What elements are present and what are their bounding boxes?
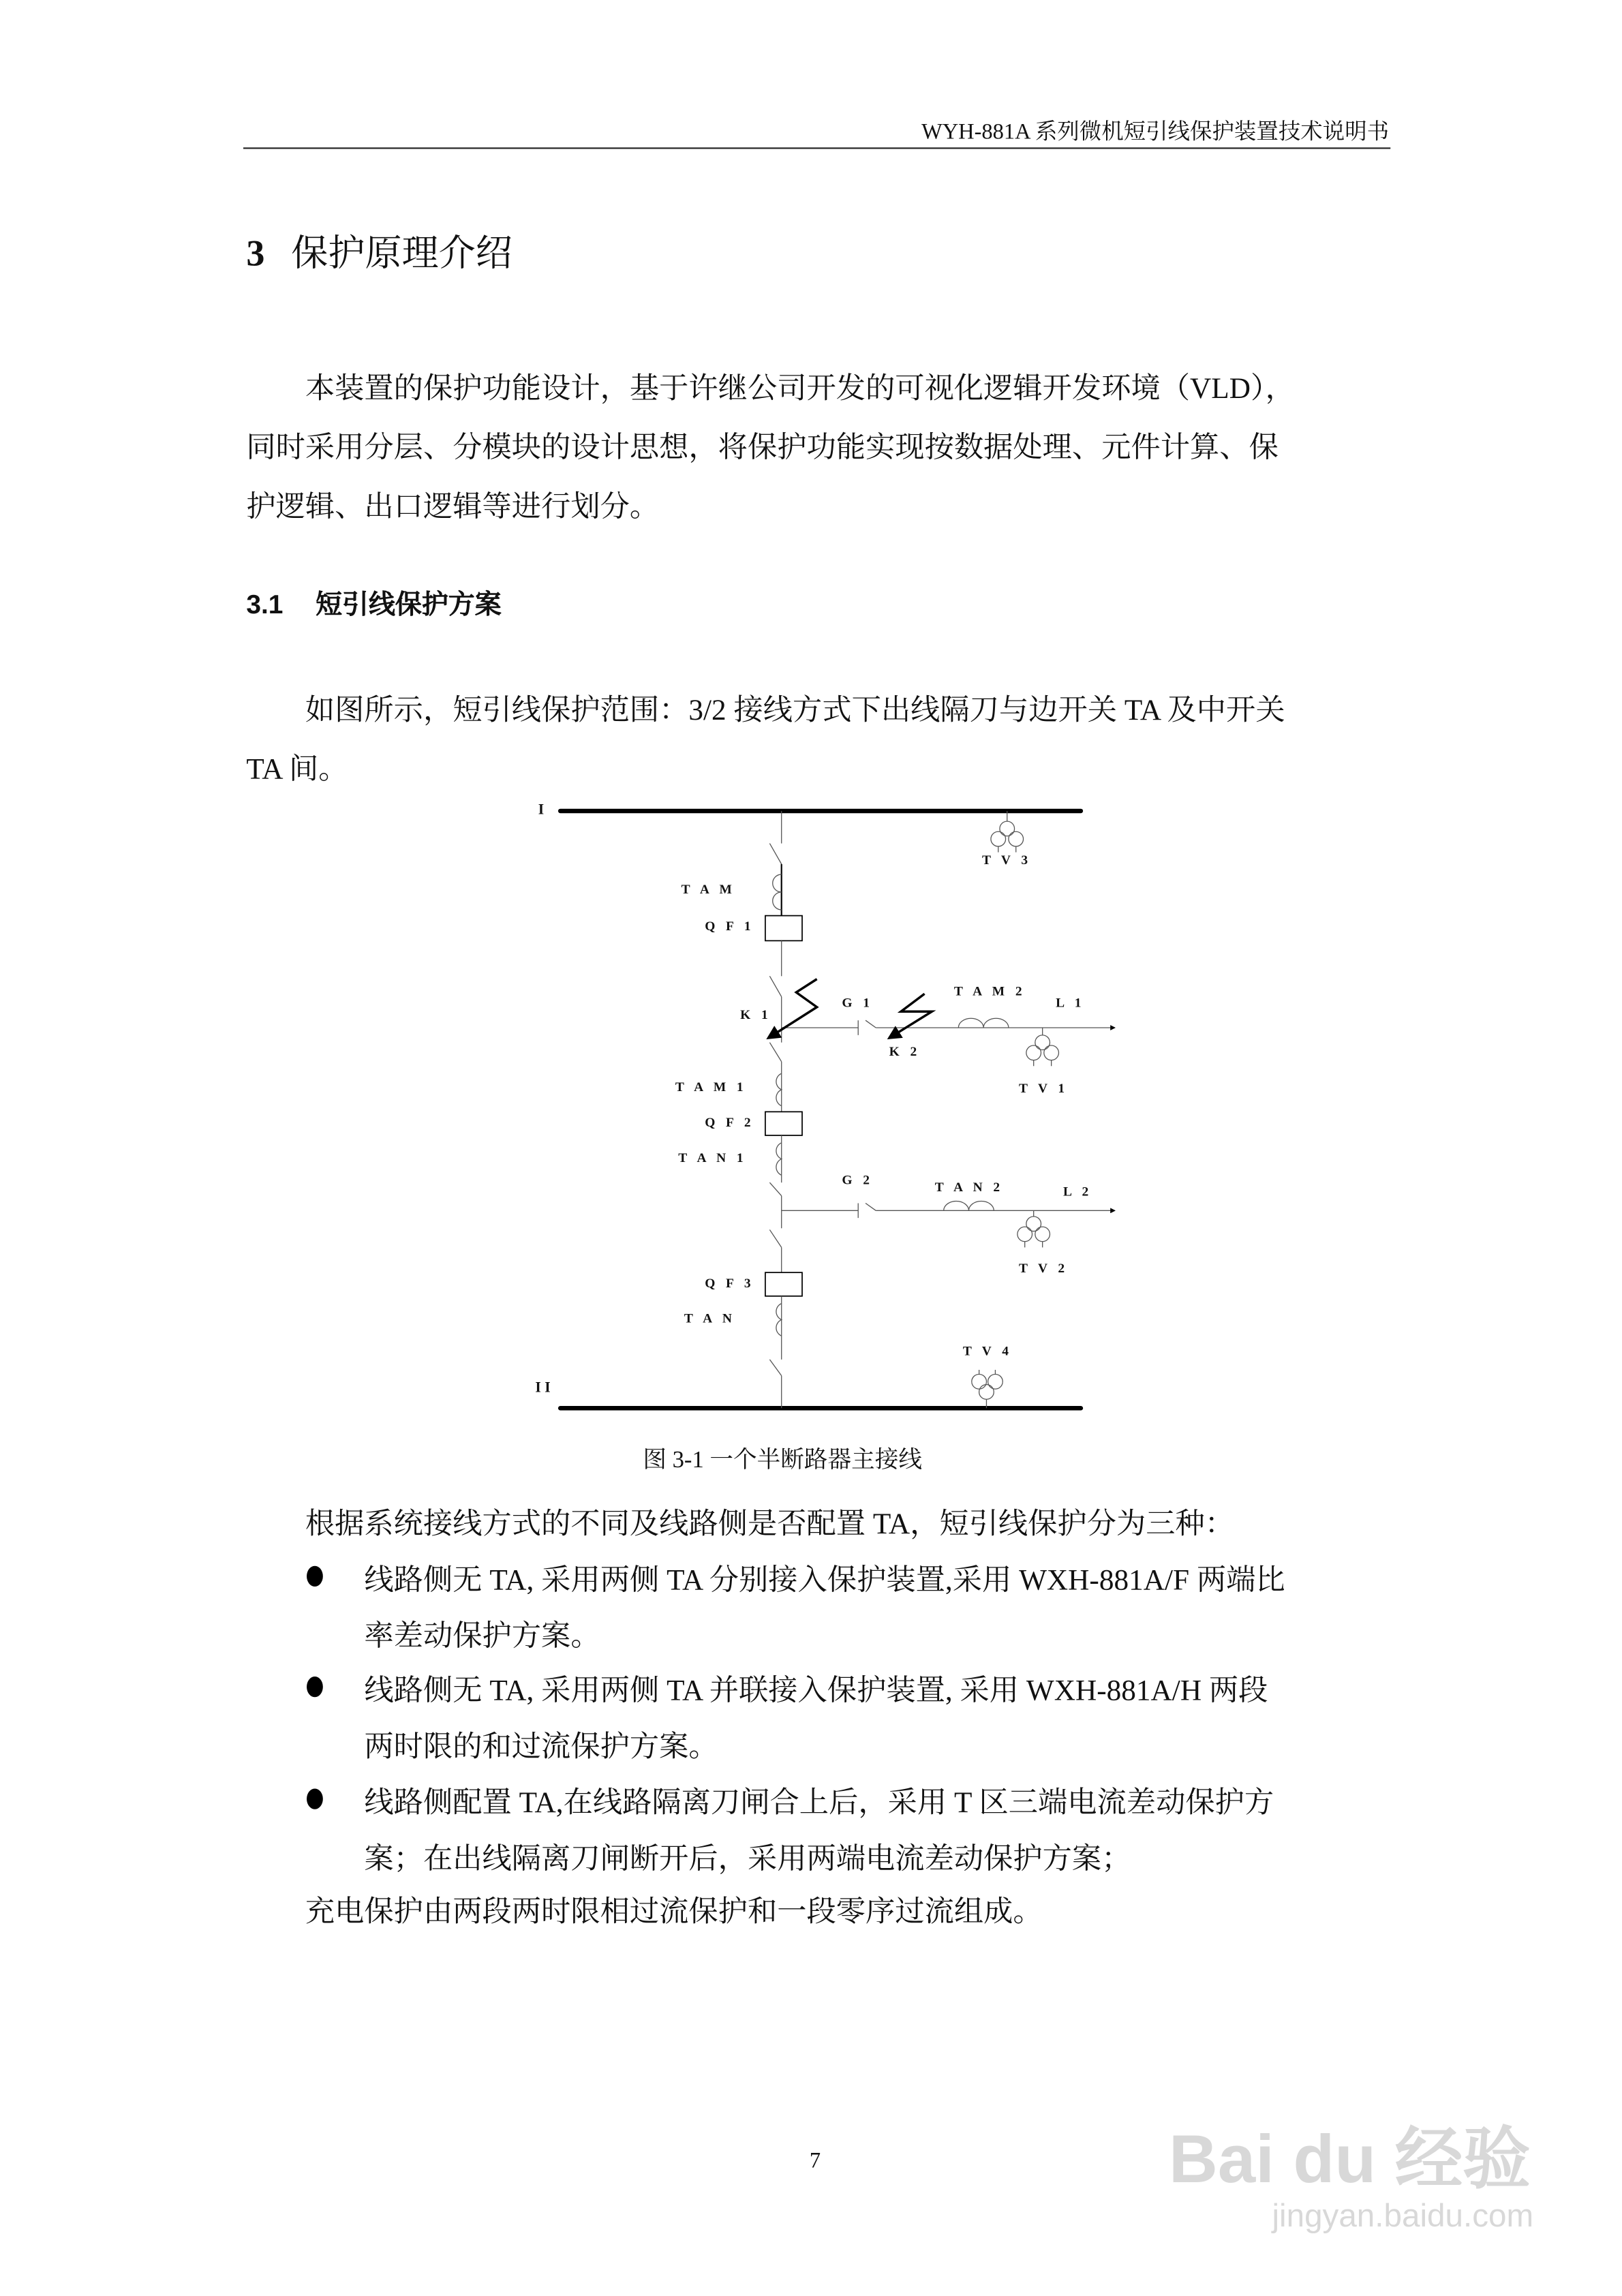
vt-tv3 <box>991 811 1024 853</box>
bullet-line: 线路侧无 TA, 采用两侧 TA 并联接入保护装置, 采用 WXH-881A/H 两段 <box>364 1674 1268 1708</box>
label-tan2: T A N 2 <box>934 1180 1004 1195</box>
ct-tan1 <box>776 1143 782 1176</box>
ct-tan <box>776 1304 782 1336</box>
page-number: 7 <box>809 2149 821 2174</box>
vt-tv2 <box>1017 1210 1050 1247</box>
bullet-line: 线路侧无 TA, 采用两侧 TA 分别接入保护装置,采用 WXH-881A/F 两端比 <box>364 1564 1285 1597</box>
breaker-qf1 <box>765 916 802 941</box>
ct-tan2 <box>944 1201 994 1211</box>
label-tam2: T A M 2 <box>953 984 1026 999</box>
subsection-title: 短引线保护方案 <box>316 590 502 619</box>
label-tv1: T V 1 <box>1019 1082 1069 1097</box>
bus-ii-label: II <box>535 1379 555 1396</box>
vt-tv4 <box>972 1370 1003 1408</box>
label-tv3: T V 3 <box>981 853 1032 868</box>
bullet-line: 线路侧配置 TA,在线路隔离刀闸合上后，采用 T 区三端电流差动保护方 <box>364 1787 1274 1820</box>
bullet-icon <box>307 1677 323 1697</box>
label-qf3: Q F 3 <box>705 1276 755 1291</box>
disconnector-6 <box>769 1360 781 1376</box>
watermark-url: jingyan.baidu.com <box>1272 2196 1534 2234</box>
disconnector-3 <box>769 1043 781 1062</box>
label-tv2: T V 2 <box>1019 1261 1069 1276</box>
label-k2: K 2 <box>889 1045 921 1060</box>
vt-tv1 <box>1026 1028 1059 1066</box>
breaker-qf2 <box>765 1112 802 1135</box>
disconnector-g1 <box>866 1020 876 1028</box>
closing-paragraph: 充电保护由两段两时限相过流保护和一段零序过流组成。 <box>305 1896 1043 1929</box>
label-tan: T A N <box>684 1311 736 1326</box>
label-l2: L 2 <box>1062 1184 1092 1199</box>
intro-line: 本装置的保护功能设计，基于许继公司开发的可视化逻辑开发环境（VLD）， <box>305 373 1295 405</box>
watermark-logo: Bai du 经验 <box>1168 2120 1531 2197</box>
bullet-line: 率差动保护方案。 <box>364 1620 600 1653</box>
subsection-number: 3.1 <box>246 590 284 619</box>
label-g2: G 2 <box>842 1173 874 1188</box>
label-tan1: T A N 1 <box>678 1150 748 1165</box>
disconnector-1 <box>769 844 781 864</box>
label-g1: G 1 <box>842 996 874 1011</box>
figure-caption: 图 3-1 一个半断路器主接线 <box>643 1448 922 1473</box>
ct-tam <box>773 874 782 910</box>
label-tam1: T A M 1 <box>675 1080 748 1095</box>
label-tv4: T V 4 <box>962 1344 1013 1359</box>
scope-line: TA 间。 <box>246 753 348 786</box>
bullet-icon <box>307 1566 323 1587</box>
label-qf1: Q F 1 <box>705 919 755 934</box>
list-intro: 根据系统接线方式的不同及线路侧是否配置 TA，短引线保护分为三种： <box>305 1508 1235 1541</box>
label-k1: K 1 <box>740 1008 772 1023</box>
disconnector-2 <box>769 976 781 996</box>
label-qf2: Q F 2 <box>705 1115 755 1130</box>
bus-i-label: I <box>538 801 548 818</box>
disconnector-5 <box>769 1229 781 1247</box>
bullet-line: 两时限的和过流保护方案。 <box>364 1731 718 1764</box>
ct-tam1 <box>776 1073 782 1106</box>
bullet-line: 案；在出线隔离刀闸断开后，采用两端电流差动保护方案； <box>364 1843 1131 1876</box>
disconnector-4 <box>769 1182 781 1195</box>
intro-line: 同时采用分层、分模块的设计思想，将保护功能实现按数据处理、元件计算、保 <box>246 431 1279 465</box>
fault-k1-icon <box>768 979 816 1039</box>
disconnector-g2 <box>866 1203 876 1210</box>
running-header: WYH-881A 系列微机短引线保护装置技术说明书 <box>921 121 1390 145</box>
label-tam: T A M <box>681 883 736 898</box>
scope-line: 如图所示，短引线保护范围：3/2 接线方式下出线隔刀与边开关 TA 及中开关 <box>305 694 1285 727</box>
ct-tam2 <box>958 1018 1009 1028</box>
section-title: 保护原理介绍 <box>291 234 512 275</box>
fault-k2-icon <box>889 994 932 1038</box>
bullet-icon <box>307 1788 323 1809</box>
intro-line: 护逻辑、出口逻辑等进行划分。 <box>246 491 660 524</box>
breaker-qf3 <box>765 1272 802 1296</box>
label-l1: L 1 <box>1056 996 1085 1011</box>
section-number: 3 <box>246 234 265 275</box>
